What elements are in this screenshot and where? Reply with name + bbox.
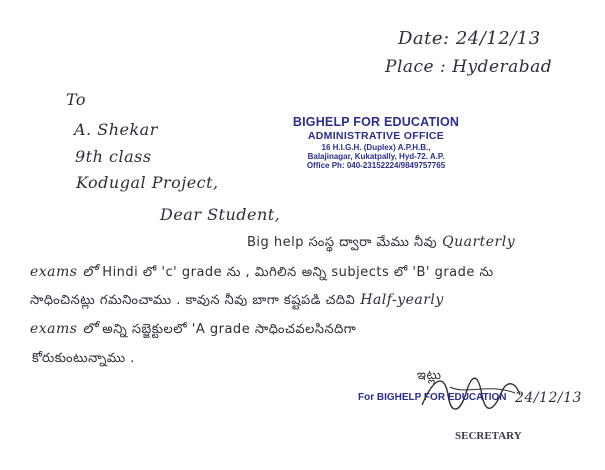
body-line-1-a: Big help సంస్థ ద్వారా మేము నీవు bbox=[247, 235, 438, 250]
signature-org-line: For BIGHELP FOR EDUCATION bbox=[358, 392, 507, 403]
stamp-org-name: BIGHELP FOR EDUCATION bbox=[292, 115, 460, 129]
body-line-4-b: అన్ని సబ్జెక్టులలో 'A grade సాధించవలసినదిగా bbox=[102, 322, 357, 337]
letter-date: Date: 24/12/13 bbox=[398, 28, 541, 49]
signature-date: 24/12/13 bbox=[515, 390, 582, 406]
stamp-office: ADMINISTRATIVE OFFICE bbox=[307, 130, 445, 142]
organization-stamp bbox=[276, 115, 476, 170]
recipient-class: 9th class bbox=[75, 147, 152, 166]
body-line-3 bbox=[30, 292, 444, 311]
recipient-to: To bbox=[66, 90, 87, 109]
body-line-2-c: అన్ని subjects లో 'B' grade ను bbox=[301, 265, 494, 280]
body-line-4-a: exams లో bbox=[30, 321, 98, 337]
body-line-3-b: Half-yearly bbox=[360, 292, 444, 308]
body-line-2 bbox=[30, 264, 494, 283]
body-line-1 bbox=[247, 234, 515, 253]
salutation: Dear Student, bbox=[160, 205, 281, 224]
closing-word: ఇట్లు bbox=[417, 368, 442, 383]
body-line-4 bbox=[30, 321, 356, 340]
body-line-1-b: Quarterly bbox=[442, 234, 516, 250]
body-line-5: కోరుకుంటున్నాము . bbox=[32, 351, 135, 366]
recipient-project: Kodugal Project, bbox=[76, 173, 219, 192]
stamp-phone: Office Ph: 040-23152224/9849757765 bbox=[306, 161, 446, 170]
recipient-name: A. Shekar bbox=[74, 120, 158, 139]
body-line-2-a: exams లో bbox=[30, 264, 98, 280]
letter-place: Place : Hyderabad bbox=[385, 57, 553, 77]
body-line-3-a: సాధించినట్లు గమనించాము . కావున నీవు బాగా కష్టపడి చదివి bbox=[30, 293, 356, 308]
body-line-2-b: Hindi లో 'c' grade ను , మిగిలిన bbox=[102, 265, 297, 280]
stamp-address-1: 16 H.I.G.H. (Duplex) A.P.H.B., bbox=[321, 143, 431, 152]
signature-title: SECRETARY bbox=[455, 430, 522, 442]
stamp-address-2: Balajinagar, Kukatpally, Hyd-72. A.P. bbox=[307, 152, 445, 161]
